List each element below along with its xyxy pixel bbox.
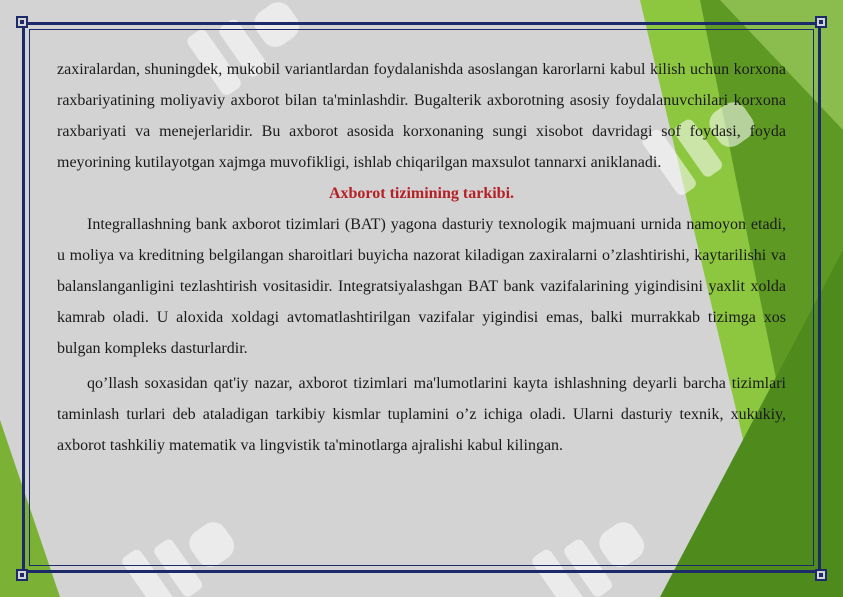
corner-ornament-top-left bbox=[16, 16, 28, 28]
document-body bbox=[57, 54, 786, 461]
corner-ornament-bottom-right bbox=[815, 569, 827, 581]
paragraph-3: qo’llash soxasidan qat'iy nazar, axborot tizimlari ma'lumotlarini kayta ishlashning deyarli barcha tizimlari taminlash turlari deb ataladigan tarkibiy kismlar tuplamini o’z ichiga oladi. Ularni dasturiy texnik, xukukiy, axborot tashkiliy matematik va lingvistik ta'minotlarga ajralishi kabul kilingan. bbox=[57, 375, 786, 454]
section-heading: Axborot tizimining tarkibi. bbox=[328, 185, 515, 202]
paragraph-2: Integrallashning bank axborot tizimlari (BAT) yagona dasturiy texnologik majmuani urnida namoyon etadi, u moliya va kreditning belgilangan sharoitlari buyicha nazorat kiladigan zaxiralarni o’zlashtirishi, kaytarilishi va balanslanganligini tezlashtirish vositasidir. Integratsiyalashgan BAT bank vazifalarining yigindisini yaxlit xolda kamrab oladi. U aloxida xoldagi avtomatlashtirilgan vazifalar yigindisi emas, balki murrakkab tizimga xos bulgan kompleks dasturlardir. bbox=[57, 216, 786, 357]
paragraph-1: zaxiralardan, shuningdek, mukobil variantlardan foydalanishda asoslangan karorlarni kabul kilish uchun korxona raxbariyatining moliyaviy axborot bilan ta'minlashdir. Bugalterik axborotning asosiy foydalanuvchilari korxona raxbariyati va menejerlaridir. Bu axborot asosida korxonaning sungi xisobot davridagi sof foydasi, foyda meyorining kutilayotgan xajmga muvofikligi, ishlab chiqarilgan maxsulot tannarxi aniklanadi. bbox=[57, 61, 786, 171]
corner-ornament-top-right bbox=[815, 16, 827, 28]
corner-ornament-bottom-left bbox=[16, 569, 28, 581]
